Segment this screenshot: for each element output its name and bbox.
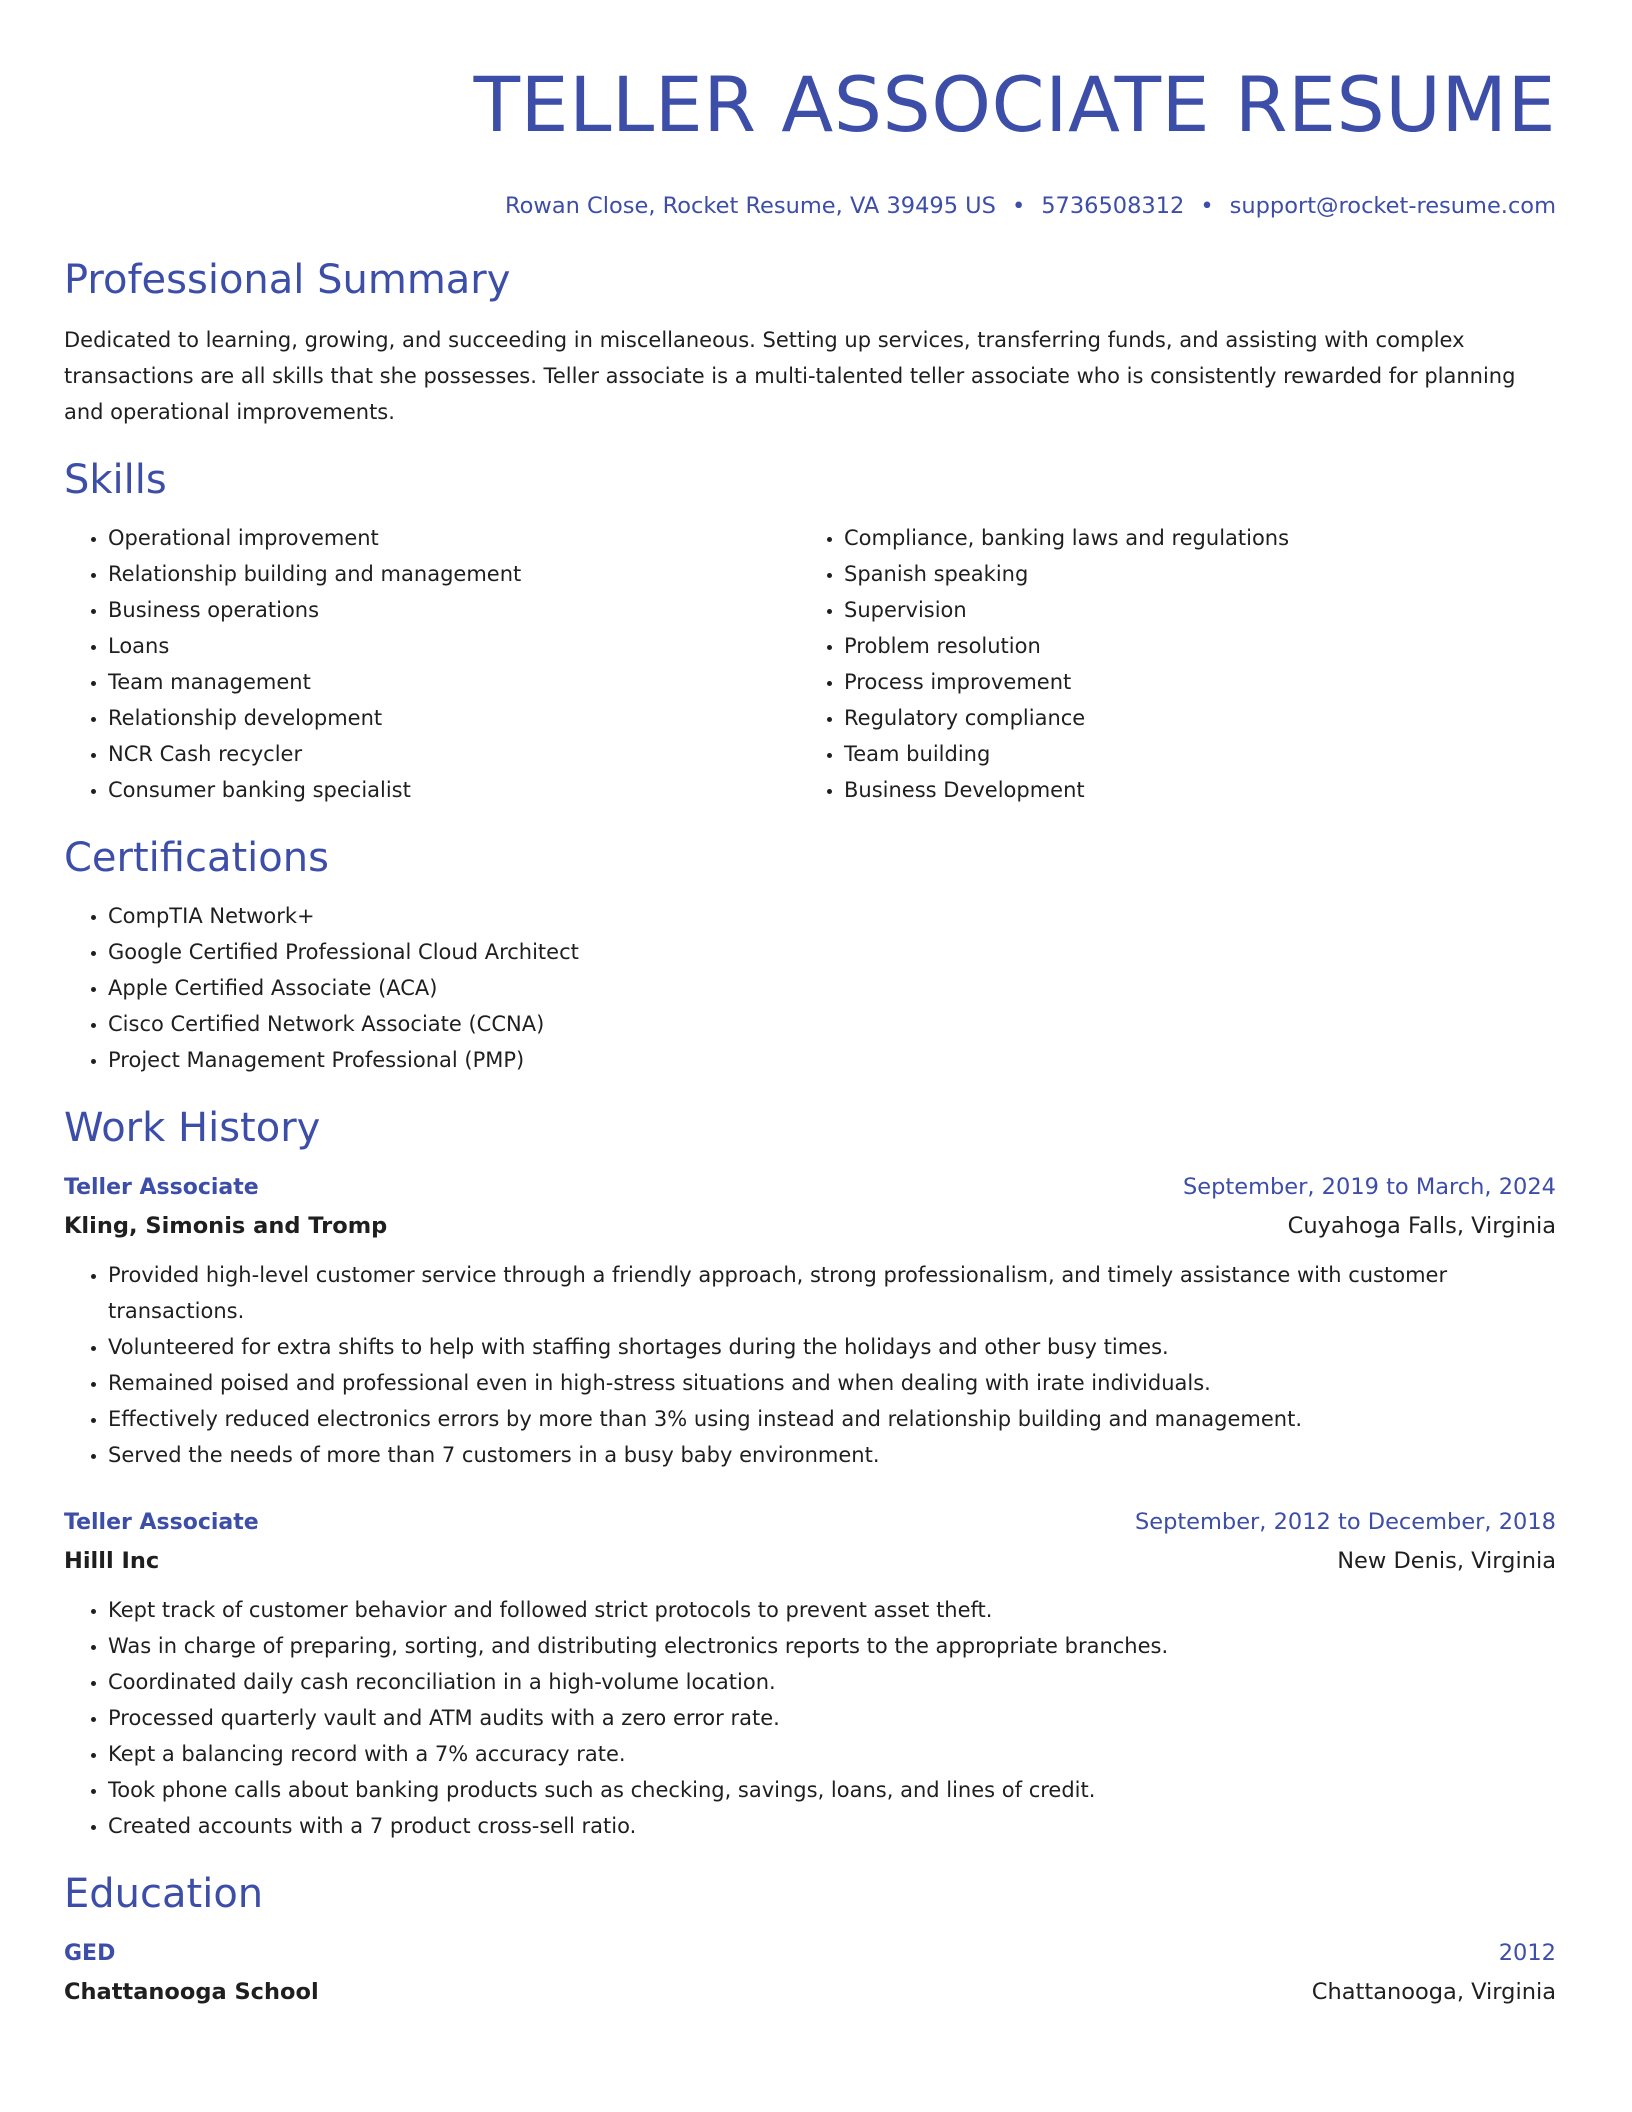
skill-item: • NCR Cash recycler [108,736,800,772]
skills-heading: Skills [64,456,167,503]
contact-email: support@rocket-resume.com [1229,192,1556,219]
job-dates: September, 2012 to December, 2018 [1134,1508,1556,1535]
certification-item: • Apple Certified Associate (ACA) [108,970,1556,1006]
skill-item: • Business Development [844,772,1536,808]
job-company-row [64,1542,1556,1580]
skill-item: • Process improvement [844,664,1536,700]
job-bullet: • Effectively reduced electronics errors by more than 3% using instead and relationship building and management. [108,1401,1556,1437]
contact-line [64,193,1556,220]
education-section [64,1870,1556,2011]
job-bullet: • Kept track of customer behavior and followed strict protocols to prevent asset theft. [108,1592,1556,1628]
job-entry [64,1168,1556,1473]
job-bullet: • Provided high-level customer service through a friendly approach, strong professionalism, and timely assistance with customer transactions. [108,1257,1556,1329]
skill-item: • Compliance, banking laws and regulations [844,520,1536,556]
job-title: Teller Associate [64,1174,259,1200]
job-bullet: • Served the needs of more than 7 customers in a busy baby environment. [108,1437,1556,1473]
skills-left-list [64,520,800,808]
work-history-section [64,1104,1556,1844]
skill-item: • Relationship building and management [108,556,800,592]
skill-item: • Supervision [844,592,1536,628]
summary-heading: Professional Summary [64,256,511,303]
skill-item: • Team management [108,664,800,700]
education-heading: Education [64,1870,264,1917]
skills-right-list [800,520,1536,808]
skill-item: • Regulatory compliance [844,700,1536,736]
job-bullet: • Volunteered for extra shifts to help with staffing shortages during the holidays and other busy times. [108,1329,1556,1365]
job-title-row [64,1168,1556,1207]
job-bullet: • Kept a balancing record with a 7% accuracy rate. [108,1736,1556,1772]
job-company: Hilll Inc [64,1547,160,1574]
skill-item: • Relationship development [108,700,800,736]
education-degree: GED [64,1940,116,1966]
job-entry [64,1503,1556,1844]
work-history-heading: Work History [64,1104,321,1151]
skills-columns [64,520,1556,808]
certifications-list [64,898,1556,1078]
skill-item: • Problem resolution [844,628,1536,664]
resume-title: TELLER ASSOCIATE RESUME [473,60,1556,149]
job-title-row [64,1503,1556,1542]
skill-item: • Loans [108,628,800,664]
education-year: 2012 [1498,1939,1556,1966]
skill-item: • Spanish speaking [844,556,1536,592]
job-bullets [64,1592,1556,1844]
skill-item: • Team building [844,736,1536,772]
contact-separator: • [1200,192,1214,219]
job-location: New Denis, Virginia [1337,1547,1556,1574]
summary-section [64,256,1556,430]
contact-separator: • [1011,192,1026,219]
job-bullet: • Took phone calls about banking products such as checking, savings, loans, and lines of credit. [108,1772,1556,1808]
skill-item: • Operational improvement [108,520,800,556]
job-bullet: • Processed quarterly vault and ATM audits with a zero error rate. [108,1700,1556,1736]
job-company-row [64,1207,1556,1245]
skill-item: • Business operations [108,592,800,628]
education-entry [64,1934,1556,2011]
job-location: Cuyahoga Falls, Virginia [1287,1212,1556,1239]
certification-item: • Cisco Certified Network Associate (CCNA) [108,1006,1556,1042]
education-school-row [64,1973,1556,2011]
job-company: Kling, Simonis and Tromp [64,1212,388,1239]
certification-item: • CompTIA Network+ [108,898,1556,934]
job-bullets [64,1257,1556,1473]
certifications-heading: Certifications [64,834,329,881]
certification-item: • Google Certified Professional Cloud Architect [108,934,1556,970]
skills-left-column [64,520,800,808]
skills-section [64,456,1556,808]
contact-address: Rowan Close, Rocket Resume, VA 39495 US [505,192,996,219]
skill-item: • Consumer banking specialist [108,772,800,808]
resume-page [64,40,1556,2011]
education-degree-row [64,1934,1556,1973]
job-bullet: • Remained poised and professional even in high-stress situations and when dealing with irate individuals. [108,1365,1556,1401]
certifications-section [64,834,1556,1078]
job-bullet: • Created accounts with a 7 product cross-sell ratio. [108,1808,1556,1844]
job-dates: September, 2019 to March, 2024 [1183,1173,1556,1200]
job-bullet: • Was in charge of preparing, sorting, and distributing electronics reports to the appropriate branches. [108,1628,1556,1664]
education-school: Chattanooga School [64,1978,319,2005]
job-bullet: • Coordinated daily cash reconciliation in a high-volume location. [108,1664,1556,1700]
job-title: Teller Associate [64,1509,259,1535]
education-location: Chattanooga, Virginia [1311,1978,1556,2005]
contact-phone: 5736508312 [1041,192,1185,219]
skills-right-column [800,520,1536,808]
summary-text: Dedicated to learning, growing, and succeeding in miscellaneous. Setting up services, transferring funds, and assisting with complex transactions are all skills that she possesses. Teller associate is a multi-talented teller associate who is consistently rewarded for planning and operational improvements. [64,327,1516,424]
certification-item: • Project Management Professional (PMP) [108,1042,1556,1078]
